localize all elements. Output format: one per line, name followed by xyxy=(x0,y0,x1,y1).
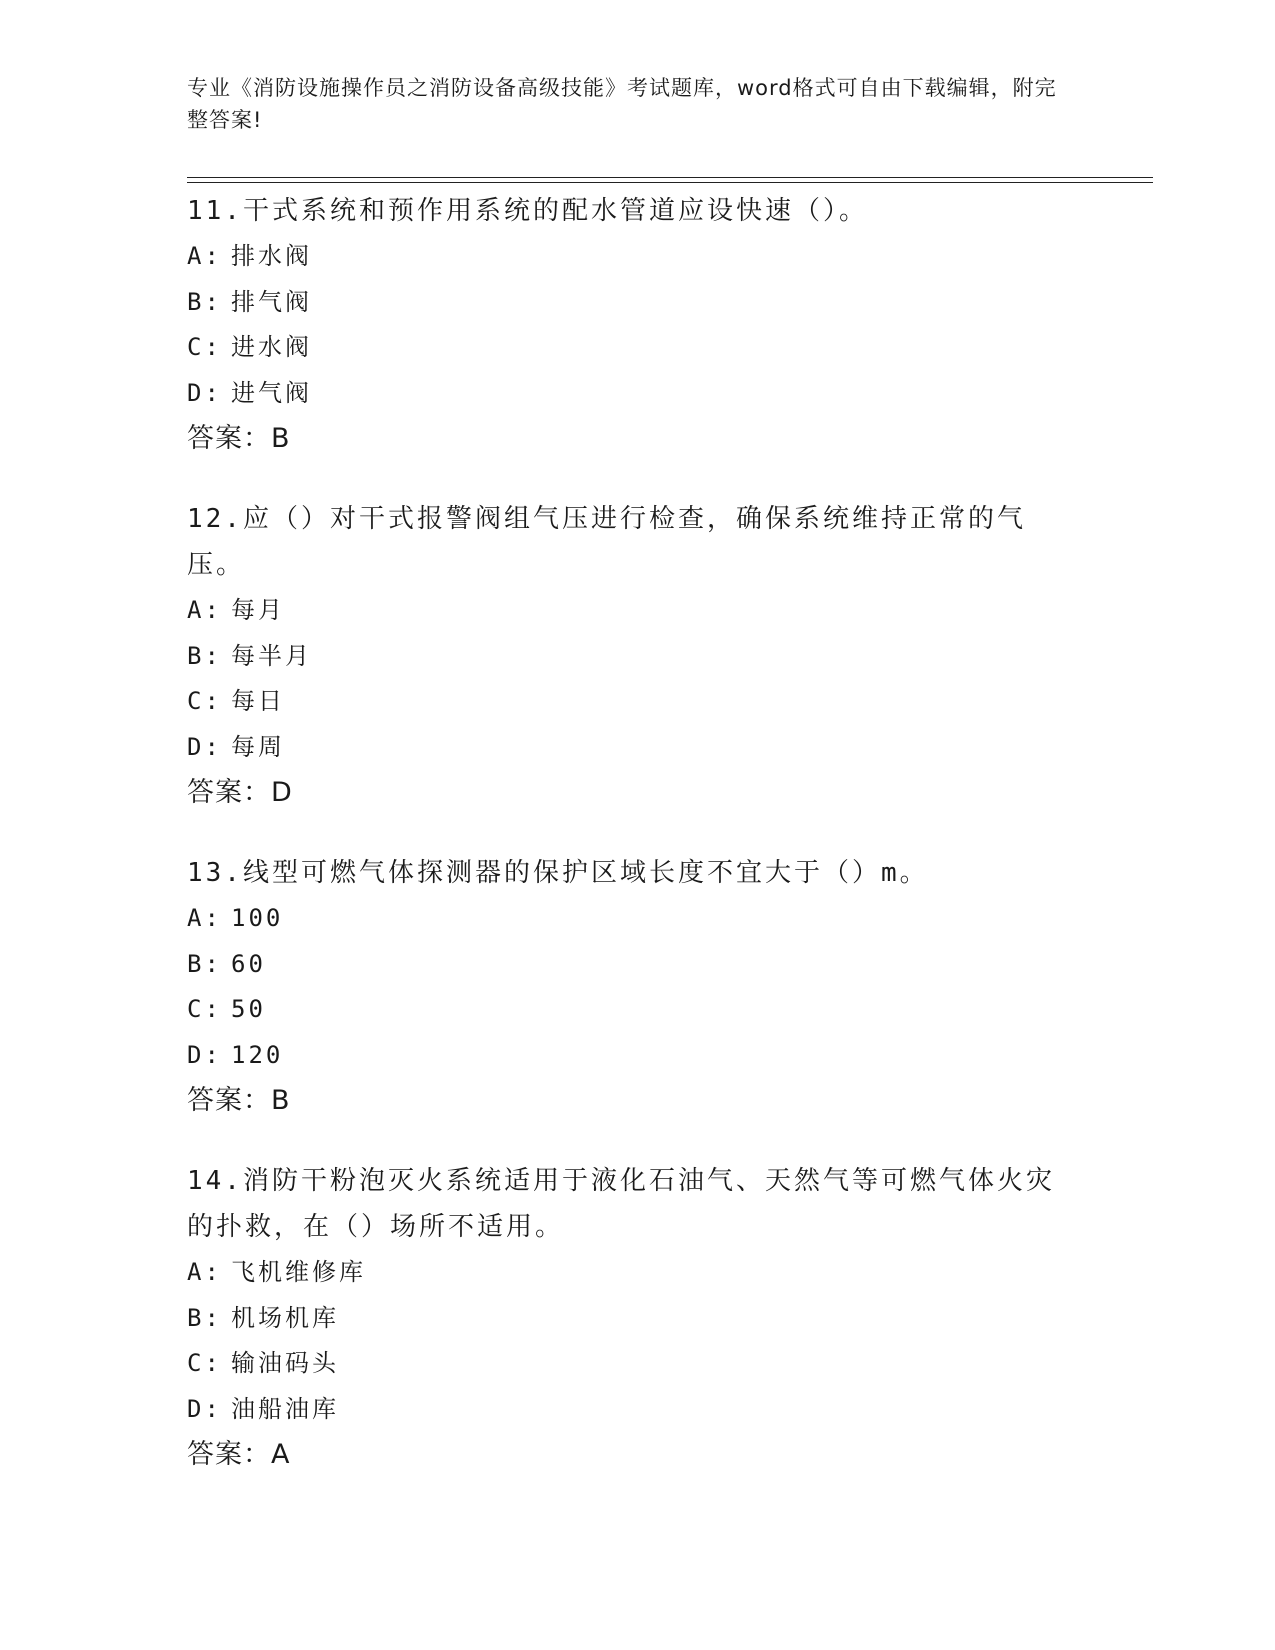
option-letter: B: xyxy=(187,949,222,978)
question-11 xyxy=(187,188,1087,462)
option-text: 油船油库 xyxy=(231,1394,339,1423)
answer-line: 答案：B xyxy=(187,423,291,454)
option-text: 飞机维修库 xyxy=(231,1258,366,1286)
question-stem: 13.线型可燃气体探测器的保护区域长度不宜大于（）m。 xyxy=(187,858,929,888)
option-letter: C: xyxy=(187,1349,222,1377)
option-a xyxy=(187,234,1087,280)
option-a xyxy=(187,588,1087,634)
option-d xyxy=(187,1387,1087,1433)
option-b xyxy=(187,634,1087,680)
question-14 xyxy=(187,1158,1087,1478)
option-text: 100 xyxy=(231,904,284,932)
option-letter: B: xyxy=(187,641,222,670)
question-list xyxy=(187,188,1087,1512)
option-c xyxy=(187,1341,1087,1387)
option-a xyxy=(187,1250,1087,1296)
option-letter: D: xyxy=(187,732,222,761)
question-13 xyxy=(187,850,1087,1124)
option-a xyxy=(187,896,1087,942)
option-text: 排水阀 xyxy=(231,242,312,270)
option-text: 排气阀 xyxy=(231,287,312,316)
option-text: 每日 xyxy=(231,687,285,715)
question-stem: 11.干式系统和预作用系统的配水管道应设快速（）。 xyxy=(187,196,868,226)
option-b xyxy=(187,1296,1087,1342)
header-note: 专业《消防设施操作员之消防设备高级技能》考试题库，word格式可自由下载编辑，附完整答案! xyxy=(187,76,1057,132)
option-text: 输油码头 xyxy=(231,1349,339,1377)
option-letter: D: xyxy=(187,1394,222,1423)
option-text: 50 xyxy=(231,995,266,1023)
option-letter: D: xyxy=(187,1040,222,1069)
option-letter: B: xyxy=(187,1303,222,1332)
option-c xyxy=(187,987,1087,1033)
answer-line: 答案：D xyxy=(187,777,293,808)
option-text: 进气阀 xyxy=(231,378,312,407)
header-divider-bottom xyxy=(187,182,1153,183)
option-letter: B: xyxy=(187,287,222,316)
option-letter: C: xyxy=(187,687,222,715)
answer-line: 答案：B xyxy=(187,1085,291,1116)
question-12 xyxy=(187,496,1087,816)
answer-line: 答案：A xyxy=(187,1439,291,1470)
option-text: 进水阀 xyxy=(231,333,312,361)
option-c xyxy=(187,679,1087,725)
option-text: 机场机库 xyxy=(231,1303,339,1332)
option-letter: A: xyxy=(187,1258,222,1286)
option-d xyxy=(187,1033,1087,1079)
option-letter: A: xyxy=(187,242,222,270)
option-text: 每半月 xyxy=(231,641,312,670)
option-b xyxy=(187,280,1087,326)
option-letter: C: xyxy=(187,995,222,1023)
option-b xyxy=(187,942,1087,988)
option-text: 每周 xyxy=(231,732,285,761)
option-letter: C: xyxy=(187,333,222,361)
option-letter: A: xyxy=(187,904,222,932)
option-text: 每月 xyxy=(231,596,285,624)
question-stem: 14.消防干粉泡灭火系统适用于液化石油气、天然气等可燃气体火灾的扑救，在（）场所不适用。 xyxy=(187,1166,1055,1242)
option-letter: D: xyxy=(187,378,222,407)
option-d xyxy=(187,371,1087,417)
option-text: 120 xyxy=(231,1040,284,1069)
option-d xyxy=(187,725,1087,771)
option-text: 60 xyxy=(231,949,266,978)
option-letter: A: xyxy=(187,596,222,624)
question-stem: 12.应（）对干式报警阀组气压进行检查，确保系统维持正常的气压。 xyxy=(187,504,1026,580)
header-divider-top xyxy=(187,177,1153,178)
option-c xyxy=(187,325,1087,371)
